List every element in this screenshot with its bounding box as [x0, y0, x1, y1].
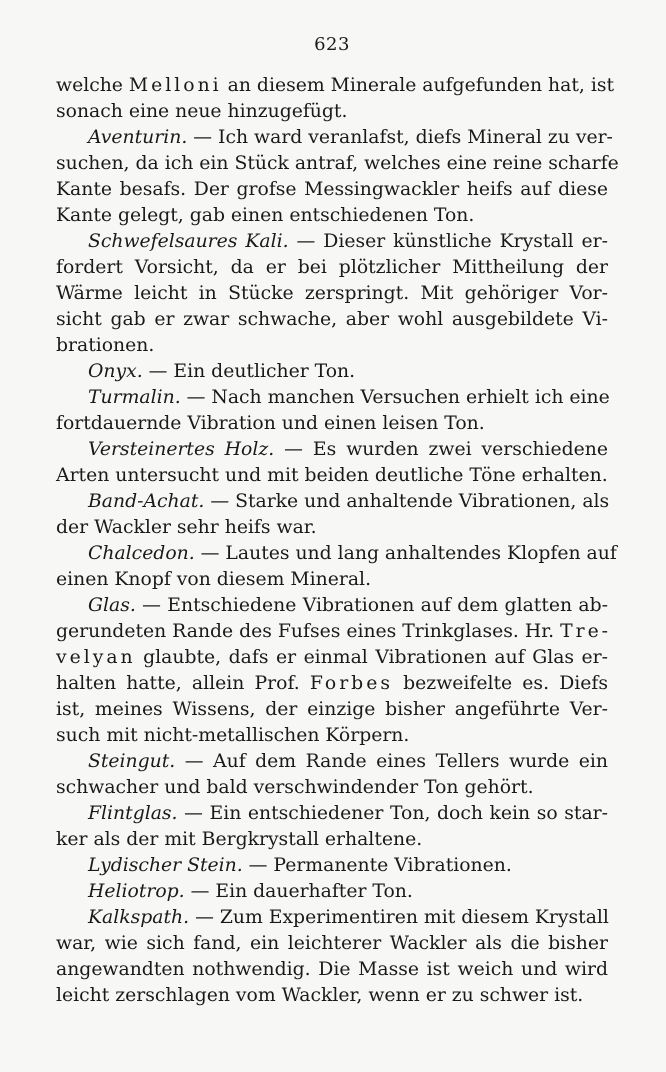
text-line [56, 489, 608, 515]
text-line [56, 125, 613, 151]
text-segment: — Permanente Vibrationen. [242, 855, 512, 876]
mineral-name: Heliotrop. [88, 881, 185, 902]
text-line [56, 853, 608, 879]
text-line [56, 801, 608, 827]
text-line [56, 593, 608, 619]
text-line [56, 255, 608, 281]
text-segment: — Nach manchen Versuchen erhielt ich eine [180, 387, 610, 408]
text-segment: such mit nicht-metallischen Körpern. [56, 725, 410, 746]
text-line [56, 645, 608, 671]
text-segment: Wärme leicht in Stücke zerspringt. Mit gehöriger Vor- [56, 283, 608, 304]
person-name: Melloni [128, 75, 222, 96]
text-segment: brationen. [56, 335, 155, 356]
text-line [56, 671, 608, 697]
text-segment: sicht gab er zwar schwache, aber wohl ausgebildete Vi- [56, 309, 608, 330]
text-line [56, 723, 608, 749]
text-line [56, 957, 608, 983]
text-line [56, 775, 608, 801]
text-line [56, 931, 608, 957]
text-segment: — Es wurden zwei verschiedene [274, 439, 608, 460]
mineral-name: Schwefelsaures Kali. [88, 231, 289, 252]
text-line [56, 827, 608, 853]
text-line [56, 983, 608, 1009]
page-number: 623 [314, 34, 350, 55]
text-segment: sonach eine neue hinzugefügt. [56, 101, 348, 122]
person-name: Tre- [560, 621, 612, 642]
mineral-name: Flintglas. [88, 803, 178, 824]
text-segment: — Starke und anhaltende Vibrationen, als [204, 491, 610, 512]
text-line [56, 333, 608, 359]
text-line [56, 619, 612, 645]
text-segment: — Lautes und lang anhaltendes Klopfen auf [194, 543, 617, 564]
text-segment: — Ich ward veranlafst, diefs Mineral zu ver- [187, 127, 613, 148]
mineral-name: Turmalin. [88, 387, 181, 408]
text-line [56, 73, 615, 99]
mineral-name: Lydischer Stein. [88, 855, 243, 876]
mineral-name: Kalkspath. [88, 907, 190, 928]
text-segment: an diesem Minerale aufgefunden hat, ist [221, 75, 615, 96]
text-segment: glaubte, dafs er einmal Vibrationen auf Glas er- [135, 647, 608, 668]
text-line [56, 99, 608, 125]
text-line [56, 151, 619, 177]
text-segment: — Dieser künstliche Krystall er- [288, 231, 608, 252]
text-line [56, 879, 608, 905]
text-segment: suchen, da ich ein Stück antraf, welches eine reine scharfe [56, 153, 619, 174]
text-segment: Kante gelegt, gab einen entschiedenen Ton. [56, 205, 475, 226]
text-segment: gerundeten Rande des Fufses eines Trinkglases. Hr. [56, 621, 561, 642]
text-segment: — Ein deutlicher Ton. [142, 361, 356, 382]
text-line [56, 749, 608, 775]
mineral-name: Aventurin. [88, 127, 188, 148]
body-text [56, 73, 619, 1009]
text-segment: angewandten nothwendig. Die Masse ist weich und wird [56, 959, 608, 980]
text-line [56, 229, 608, 255]
mineral-name: Chalcedon. [88, 543, 195, 564]
text-line [56, 515, 608, 541]
text-segment: fordert Vorsicht, da er bei plötzlicher Mittheilung der [56, 257, 608, 278]
text-segment: — Ein dauerhafter Ton. [184, 881, 413, 902]
text-segment: leicht zerschlagen vom Wackler, wenn er zu schwer ist. [56, 985, 584, 1006]
mineral-name: Versteinertes Holz. [88, 439, 275, 460]
person-name: velyan [56, 647, 136, 668]
text-line [56, 567, 608, 593]
text-line [56, 411, 608, 437]
text-line [56, 385, 608, 411]
text-segment: — Zum Experimentiren mit diesem Krystall [189, 907, 609, 928]
text-segment: einen Knopf von diesem Mineral. [56, 569, 372, 590]
mineral-name: Band-Achat. [88, 491, 205, 512]
text-segment: ist, meines Wissens, der einzige bisher angeführte Ver- [56, 699, 608, 720]
text-segment: Kante besafs. Der grofse Messingwackler heifs auf diese [56, 179, 608, 200]
text-segment: Arten untersucht und mit beiden deutliche Töne erhalten. [56, 465, 608, 486]
text-line [56, 437, 608, 463]
text-line [56, 697, 608, 723]
text-line [56, 203, 608, 229]
text-line [56, 463, 608, 489]
text-segment: fortdauernde Vibration und einen leisen Ton. [56, 413, 485, 434]
text-segment: welche [56, 75, 129, 96]
text-line [56, 359, 608, 385]
text-segment: schwacher und bald verschwindender Ton gehört. [56, 777, 534, 798]
text-segment: der Wackler sehr heifs war. [56, 517, 317, 538]
text-line [56, 281, 608, 307]
text-segment: halten hatte, allein Prof. [56, 673, 310, 694]
text-segment: — Ein entschiedener Ton, doch kein so star- [177, 803, 608, 824]
mineral-name: Steingut. [88, 751, 176, 772]
text-line [56, 177, 608, 203]
mineral-name: Glas. [88, 595, 136, 616]
person-name: Forbes [309, 673, 393, 694]
text-line [56, 307, 608, 333]
text-segment: — Auf dem Rande eines Tellers wurde ein [175, 751, 608, 772]
text-segment: war, wie sich fand, ein leichterer Wackler als die bisher [56, 933, 608, 954]
text-line [56, 905, 608, 931]
text-line [56, 541, 617, 567]
text-segment: — Entschiedene Vibrationen auf dem glatten ab- [135, 595, 608, 616]
mineral-name: Onyx. [88, 361, 143, 382]
text-segment: ker als der mit Bergkrystall erhaltene. [56, 829, 423, 850]
text-segment: bezweifelte es. Diefs [392, 673, 608, 694]
